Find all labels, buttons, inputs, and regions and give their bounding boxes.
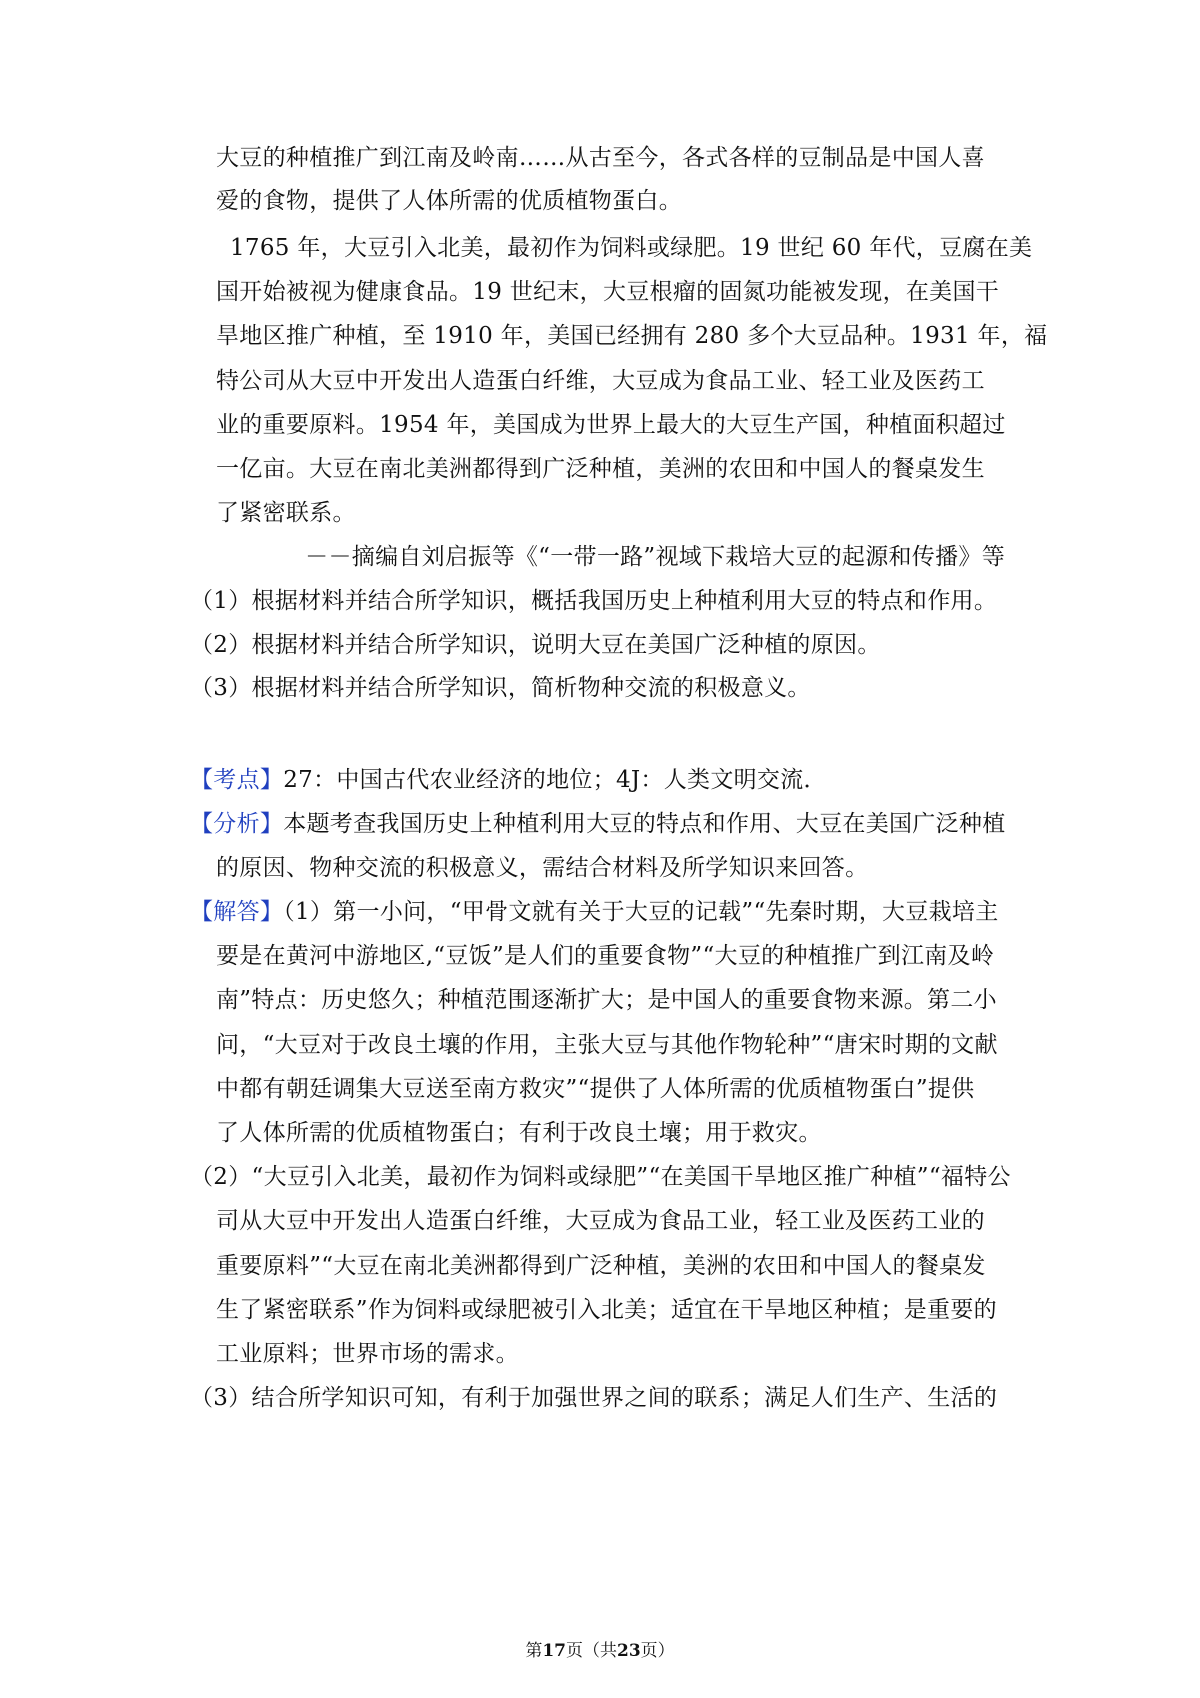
material-line: 了紧密联系。 — [216, 500, 356, 526]
question-1: （1）根据材料并结合所学知识，概括我国历史上种植利用大豆的特点和作用。 — [190, 588, 998, 614]
answer2-line: 生了紧密联系”作为饲料或绿肥被引入北美；适宜在干旱地区种植；是重要的 — [216, 1297, 997, 1323]
kaodian-line — [190, 765, 827, 795]
jieda-text: （1）第一小问，“甲骨文就有关于大豆的记载”“先秦时期，大豆栽培主 — [283, 899, 999, 925]
material-line: 爱的食物，提供了人体所需的优质植物蛋白。 — [216, 188, 682, 214]
answer2-line: （2）“大豆引入北美，最初作为饲料或绿肥”“在美国干旱地区推广种植”“福特公 — [190, 1164, 1011, 1190]
answer3-line: （3）结合所学知识可知，有利于加强世界之间的联系；满足人们生产、生活的 — [190, 1385, 998, 1411]
jieda-line: 了人体所需的优质植物蛋白；有利于改良土壤；用于救灾。 — [216, 1120, 822, 1146]
material-line: 业的重要原料。1954 年，美国成为世界上最大的大豆生产国，种植面积超过 — [216, 412, 1006, 438]
jieda-line: 中都有朝廷调集大豆送至南方救灾”“提供了人体所需的优质植物蛋白”提供 — [216, 1076, 975, 1102]
page-footer — [0, 1640, 1200, 1662]
kaodian-text: 27：中国古代农业经济的地位；4J：人类文明交流． — [283, 767, 827, 793]
answer2-line: 司从大豆中开发出人造蛋白纤维，大豆成为食品工业，轻工业及医药工业的 — [216, 1208, 985, 1234]
fenxi-line — [190, 809, 1006, 839]
jieda-line — [190, 897, 999, 927]
footer-prefix: 第 — [525, 1641, 543, 1661]
jieda-line: 南”特点：历史悠久；种植范围逐渐扩大；是中国人的重要食物来源。第二小 — [216, 987, 997, 1013]
answer2-line: 重要原料”“大豆在南北美洲都得到广泛种植，美洲的农田和中国人的餐桌发 — [216, 1253, 986, 1279]
jieda-line: 问，“大豆对于改良土壤的作用，主张大豆与其他作物轮种”“唐宋时期的文献 — [216, 1032, 998, 1058]
material-line: 特公司从大豆中开发出人造蛋白纤维，大豆成为食品工业、轻工业及医药工 — [216, 368, 985, 394]
fenxi-label: 【分析】 — [190, 811, 284, 837]
material-line: 国开始被视为健康食品。19 世纪末，大豆根瘤的固氮功能被发现，在美国干 — [216, 279, 1000, 305]
kaodian-label: 【考点】 — [190, 767, 284, 793]
footer-total-pages: 23 — [617, 1641, 641, 1661]
fenxi-line: 的原因、物种交流的积极意义，需结合材料及所学知识来回答。 — [216, 855, 869, 881]
fenxi-text: 本题考查我国历史上种植利用大豆的特点和作用、大豆在美国广泛种植 — [283, 811, 1006, 837]
material-line: 1765 年，大豆引入北美，最初作为饲料或绿肥。19 世纪 60 年代，豆腐在美 — [230, 235, 1033, 261]
jieda-line: 要是在黄河中游地区,“豆饭”是人们的重要食物”“大豆的种植推广到江南及岭 — [216, 943, 995, 969]
material-line: 一亿亩。大豆在南北美洲都得到广泛种植，美洲的农田和中国人的餐桌发生 — [216, 456, 985, 482]
footer-page-number: 17 — [542, 1641, 566, 1661]
answer2-line: 工业原料；世界市场的需求。 — [216, 1341, 519, 1367]
question-3: （3）根据材料并结合所学知识，简析物种交流的积极意义。 — [190, 675, 811, 701]
footer-suffix: 页） — [640, 1641, 675, 1661]
material-line: 旱地区推广种植，至 1910 年，美国已经拥有 280 多个大豆品种。1931 年，福 — [216, 323, 1048, 349]
footer-mid: 页（共 — [566, 1641, 617, 1661]
jieda-label: 【解答】 — [190, 899, 284, 925]
material-line: 大豆的种植推广到江南及岭南……从古至今，各式各样的豆制品是中国人喜 — [216, 145, 985, 171]
material-source: －－摘编自刘启振等《“一带一路”视域下栽培大豆的起源和传播》等 — [305, 544, 1005, 570]
question-2: （2）根据材料并结合所学知识，说明大豆在美国广泛种植的原因。 — [190, 632, 881, 658]
